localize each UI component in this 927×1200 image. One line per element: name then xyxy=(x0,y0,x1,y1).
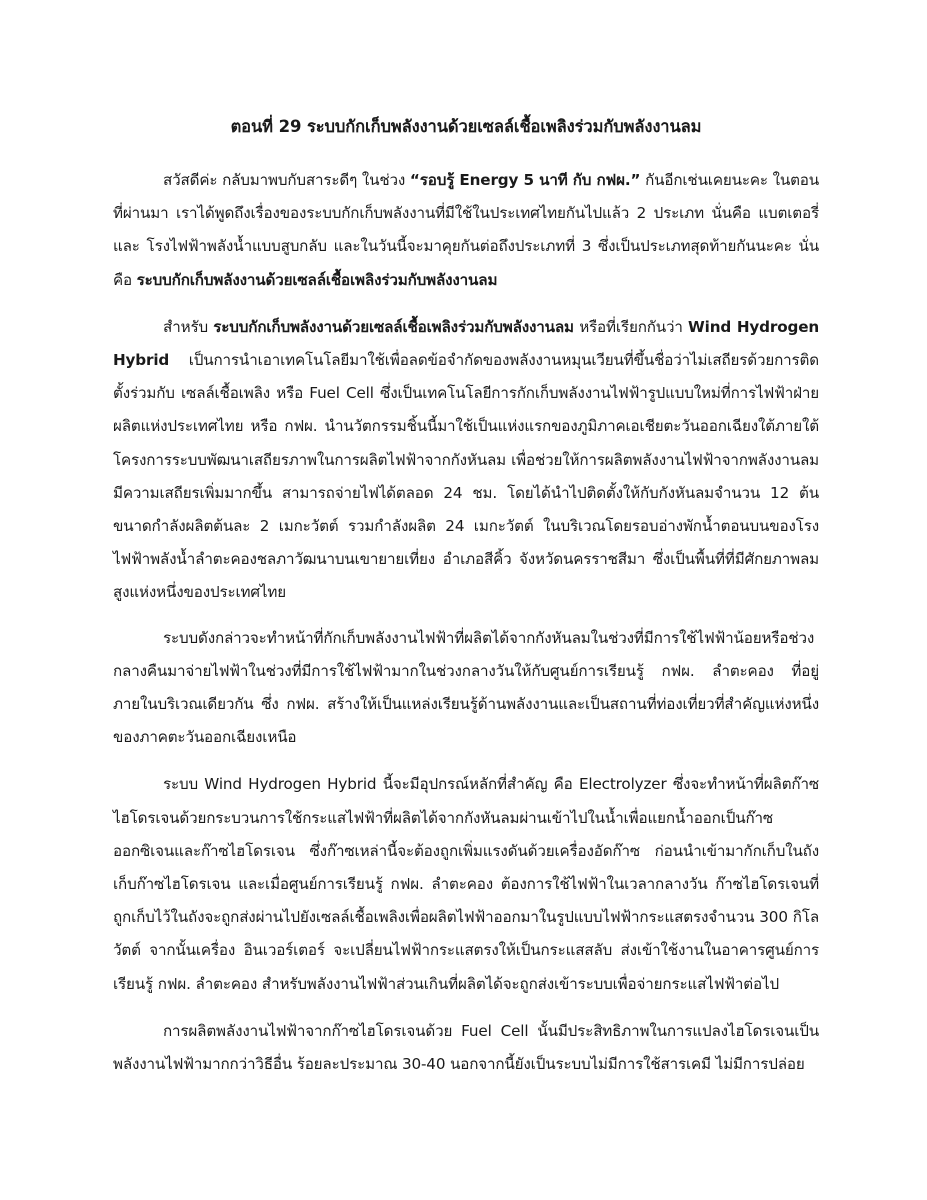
paragraph-text: สวัสดีค่ะ กลับมาพบกับสาระดีๆ ในช่วง xyxy=(163,171,410,189)
paragraph-text: ระบบ Wind Hydrogen Hybrid นี้จะมีอุปกรณ์หลักที่สำคัญ คือ Electrolyzer ซึ่งจะทำหน้าที่ผลิตก๊าซไฮโดรเจนด้วยกระบวนการใช้กระแสไฟฟ้าที่ผลิตได้จากกังหันลมผ่านเข้าไปในน้ำเพื่อแยกน้ำออกเป็นก๊าซออกซิเจนและก๊าซไฮโดรเจน ซึ่งก๊าซเหล่านี้จะต้องถูกเพิ่มแรงดันด้วยเครื่องอัดก๊าซ ก่อนนำเข้ามากักเก็บในถังเก็บก๊าซไฮโดรเจน และเมื่อศูนย์การเรียนรู้ กฟผ. ลำตะคอง ต้องการใช้ไฟฟ้าในเวลากลางวัน ก๊าซไฮโดรเจนที่ถูกเก็บไว้ในถังจะถูกส่งผ่านไปยังเซลล์เชื้อเพลิงเพื่อผลิตไฟฟ้าออกมาในรูปแบบไฟฟ้ากระแสตรงจำนวน 300 กิโลวัตต์ จากนั้นเครื่อง อินเวอร์เตอร์ จะเปลี่ยนไฟฟ้ากระแสตรงให้เป็นกระแสสลับ ส่งเข้าใช้งานในอาคารศูนย์การเรียนรู้ กฟผ. ลำตะคอง สำหรับพลังงานไฟฟ้าส่วนเกินที่ผลิตได้จะถูกส่งเข้าระบบเพื่อจ่ายกระแสไฟฟ้าต่อไป xyxy=(113,775,819,993)
paragraph-text: สำหรับ xyxy=(163,317,214,336)
paragraph-process xyxy=(113,768,819,1000)
system-name: Wind Hydrogen Hybrid xyxy=(113,317,820,370)
paragraph-text: ระบบดังกล่าวจะทำหน้าที่กักเก็บพลังงานไฟฟ้าที่ผลิตได้จากกังหันลมในช่วงที่มีการใช้ไฟฟ้าน้อยหรือช่วงกลางคืนมาจ่ายไฟฟ้าในช่วงที่มีการใช้ไฟฟ้ามากในช่วงกลางวันให้กับศูนย์การเรียนรู้ กฟผ. ลำตะคอง ที่อยู่ภายในบริเวณเดียวกัน ซึ่ง กฟผ. สร้างให้เป็นแหล่งเรียนรู้ด้านพลังงานและเป็นสถานที่ท่องเที่ยวที่สำคัญแห่งหนึ่งของภาคตะวันออกเฉียงเหนือ xyxy=(113,628,819,747)
paragraph-text: กันอีกเช่นเคยนะคะ ในตอนที่ผ่านมา เราได้พูดถึงเรื่องของระบบกักเก็บพลังงานที่มีใช้ในประเทศไทยกันไปแล้ว 2 ประเภท นั่นคือ แบตเตอรี่ และ โรงไฟฟ้าพลังน้ำแบบสูบกลับ และในวันนี้จะมาคุยกันต่อถึงประเภทที่ 3 ซึ่งเป็นประเภทสุดท้ายกันนะคะ นั่นคือ xyxy=(113,171,820,289)
paragraph-efficiency xyxy=(113,1015,819,1081)
paragraph-text: หรือที่เรียกกันว่า xyxy=(573,317,689,336)
document-title: ตอนที่ 29 ระบบกักเก็บพลังงานด้วยเซลล์เชื้อเพลิงร่วมกับพลังงานลม xyxy=(230,117,702,136)
program-name: “รอบรู้ Energy 5 นาที กับ กฟผ.” xyxy=(409,171,641,189)
paragraph-overview xyxy=(113,311,819,610)
paragraph-text: การผลิตพลังงานไฟฟ้าจากก๊าซไฮโดรเจนด้วย Fuel Cell นั้นมีประสิทธิภาพในการแปลงไฮโดรเจนเป็นพลังงานไฟฟ้ามากกว่าวิธีอื่น ร้อยละประมาณ 30-40 นอกจากนี้ยังเป็นระบบไม่มีการใช้สารเคมี ไม่มีการปล่อย xyxy=(113,1021,819,1074)
topic-name: ระบบกักเก็บพลังงานด้วยเซลล์เชื้อเพลิงร่วมกับพลังงานลม xyxy=(213,317,574,336)
paragraph-function xyxy=(113,622,819,755)
topic-name: ระบบกักเก็บพลังงานด้วยเซลล์เชื้อเพลิงร่วมกับพลังงานลม xyxy=(136,270,498,289)
paragraph-text: เป็นการนำเอาเทคโนโลยีมาใช้เพื่อลดข้อจำกัดของพลังงานหมุนเวียนที่ขึ้นชื่อว่าไม่เสถียรด้วยการติดตั้งร่วมกับ เซลล์เชื้อเพลิง หรือ Fuel Cell ซึ่งเป็นเทคโนโลยีการกักเก็บพลังงานไฟฟ้ารูปแบบใหม่ที่การไฟฟ้าฝ่ายผลิตแห่งประเทศไทย หรือ กฟผ. นำนวัตกรรมชิ้นนี้มาใช้เป็นแห่งแรกของภูมิภาคเอเชียตะวันออกเฉียงใต้ภายใต้โครงการระบบพัฒนาเสถียรภาพในการผลิตไฟฟ้าจากกังหันลม เพื่อช่วยให้การผลิตพลังงานไฟฟ้าจากพลังงานลมมีความเสถียรเพิ่มมากขึ้น สามารถจ่ายไฟได้ตลอด 24 ชม. โดยได้นำไปติดตั้งให้กับกังหันลมจำนวน 12 ต้น ขนาดกำลังผลิตต้นละ 2 เมกะวัตต์ รวมกำลังผลิต 24 เมกะวัตต์ ในบริเวณโดยรอบอ่างพักน้ำตอนบนของโรงไฟฟ้าพลังน้ำลำตะคองชลภาวัฒนาบนเขายายเที่ยง อำเภอสีคิ้ว จังหวัดนครราชสีมา ซึ่งเป็นพื้นที่ที่มีศักยภาพลมสูงแห่งหนึ่งของประเทศไทย xyxy=(113,351,819,602)
paragraph-intro xyxy=(113,164,819,297)
